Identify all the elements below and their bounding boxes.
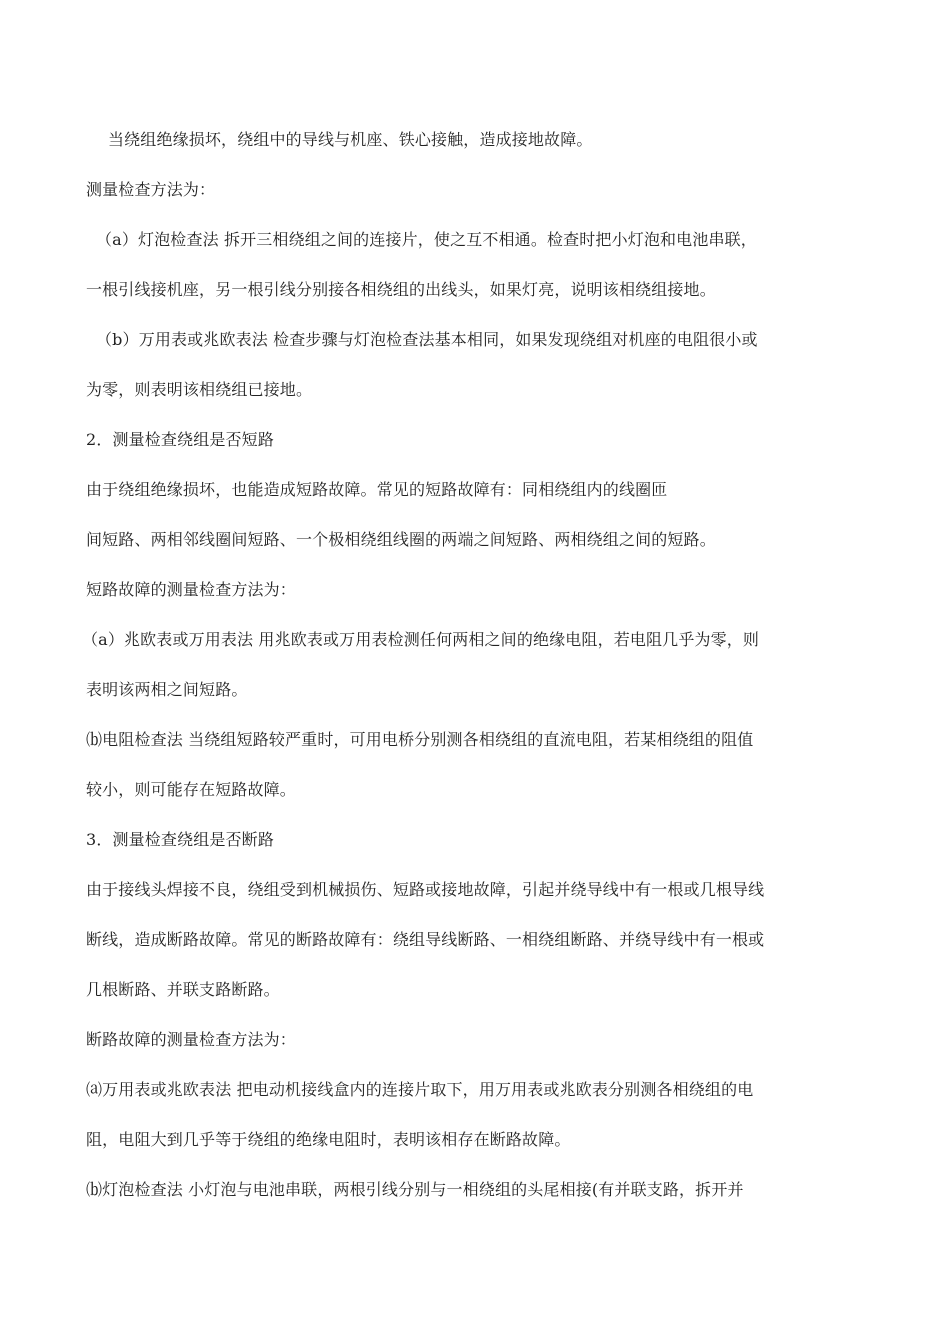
paragraph-resistance-method: ⒝电阻检查法 当绕组短路较严重时，可用电桥分别测各相绕组的直流电阻，若某相绕组的阻值 bbox=[86, 730, 754, 749]
section-heading-open-circuit: 3．测量检查绕组是否断路 bbox=[86, 830, 274, 849]
paragraph-open-circuit-meter-method: ⒜万用表或兆欧表法 把电动机接线盒内的连接片取下，用万用表或兆欧表分别测各相绕组的电 bbox=[86, 1080, 754, 1099]
paragraph-grounding-fault: 当绕组绝缘损坏，绕组中的导线与机座、铁心接触，造成接地故障。 bbox=[108, 130, 593, 149]
paragraph-open-circuit-intro: 由于接线头焊接不良，绕组受到机械损伤、短路或接地故障，引起并绕导线中有一根或几根导线 bbox=[86, 880, 765, 899]
section-heading-short-circuit: 2．测量检查绕组是否短路 bbox=[86, 430, 274, 449]
paragraph-short-circuit-intro: 由于绕组绝缘损坏，也能造成短路故障。常见的短路故障有：同相绕组内的线圈匝 bbox=[86, 480, 668, 499]
paragraph-meter-method: （b）万用表或兆欧表法 检查步骤与灯泡检查法基本相同，如果发现绕组对机座的电阻很小或 bbox=[96, 330, 758, 349]
paragraph-resistance-method-cont: 较小，则可能存在短路故障。 bbox=[86, 780, 296, 799]
paragraph-open-circuit-bulb-method: ⒝灯泡检查法 小灯泡与电池串联，两根引线分别与一相绕组的头尾相接(有并联支路，拆开并 bbox=[86, 1180, 744, 1199]
paragraph-open-circuit-intro-cont: 断线，造成断路故障。常见的断路故障有：绕组导线断路、一相绕组断路、并绕导线中有一根或 bbox=[86, 930, 765, 949]
paragraph-open-circuit-method-heading: 断路故障的测量检查方法为： bbox=[86, 1030, 296, 1049]
paragraph-megohmmeter-method: （a）兆欧表或万用表法 用兆欧表或万用表检测任何两相之间的绝缘电阻，若电阻几乎为零，则 bbox=[82, 630, 760, 649]
paragraph-open-circuit-meter-method-cont: 阻，电阻大到几乎等于绕组的绝缘电阻时，表明该相存在断路故障。 bbox=[86, 1130, 571, 1149]
paragraph-bulb-method-cont: 一根引线接机座，另一根引线分别接各相绕组的出线头，如果灯亮，说明该相绕组接地。 bbox=[86, 280, 716, 299]
paragraph-method-heading: 测量检查方法为： bbox=[86, 180, 216, 199]
paragraph-short-circuit-intro-cont: 间短路、两相邻线圈间短路、一个极相绕组线圈的两端之间短路、两相绕组之间的短路。 bbox=[86, 530, 716, 549]
paragraph-meter-method-cont: 为零，则表明该相绕组已接地。 bbox=[86, 380, 313, 399]
paragraph-megohmmeter-method-cont: 表明该两相之间短路。 bbox=[86, 680, 248, 699]
paragraph-bulb-method: （a）灯泡检查法 拆开三相绕组之间的连接片，使之互不相通。检查时把小灯泡和电池串联， bbox=[96, 230, 757, 249]
paragraph-short-circuit-method-heading: 短路故障的测量检查方法为： bbox=[86, 580, 296, 599]
paragraph-open-circuit-intro-end: 几根断路、并联支路断路。 bbox=[86, 980, 280, 999]
